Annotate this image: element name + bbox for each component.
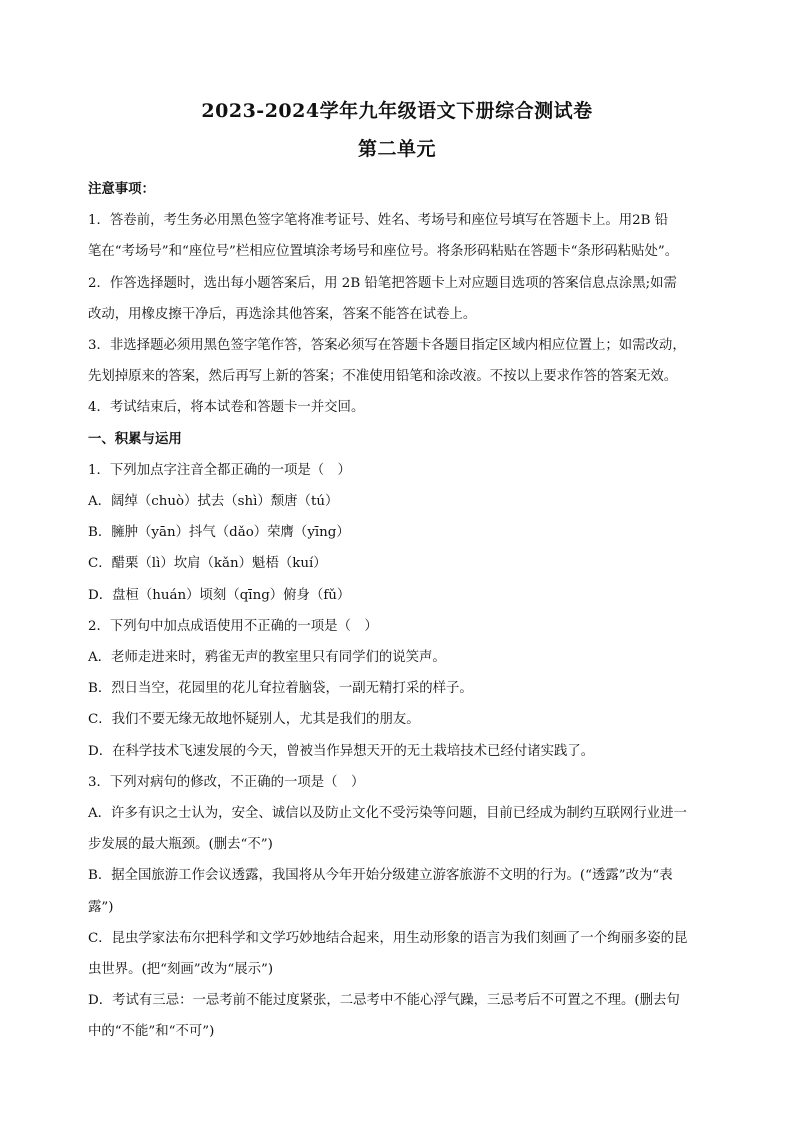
question-option: D．考试有三忌：一忌考前不能过度紧张，二忌考中不能心浮气躁，三忌考后不可置之不理。(删去句 bbox=[88, 993, 680, 1009]
question-option: C．我们不要无缘无故地怀疑别人，尤其是我们的朋友。 bbox=[88, 712, 420, 728]
notice-line: 4．考试结束后，将本试卷和答题卡一并交回。 bbox=[88, 400, 365, 416]
section-heading: 一、积累与运用 bbox=[88, 430, 182, 447]
notice-line: 笔在“考场号”和“座位号”栏相应位置填涂考场号和座位号。将条形码粘贴在答题卡“条形码粘贴处”。 bbox=[88, 244, 679, 260]
question-option: 露”) bbox=[88, 899, 114, 915]
notice-line: 改动，用橡皮擦干净后，再选涂其他答案，答案不能答在试卷上。 bbox=[88, 306, 477, 322]
notice-line: 先划掉原来的答案，然后再写上新的答案；不准使用铅笔和涂改液。不按以上要求作答的答案无效。 bbox=[88, 369, 678, 385]
question-option: 步发展的最大瓶颈。(删去“不”) bbox=[88, 837, 273, 853]
question-option: A．许多有识之士认为，安全、诚信以及防止文化不受污染等问题，目前已经成为制约互联网行业进一 bbox=[88, 806, 687, 822]
question-option: B．臃肿（yān）抖气（dǎo）荣膺（yīng） bbox=[88, 525, 350, 541]
question-option: D．盘桓（huán）顷刻（qīng）俯身（fǔ） bbox=[88, 587, 351, 603]
question-option: 中的“不能”和“不可”) bbox=[88, 1024, 215, 1040]
exam-body bbox=[88, 174, 716, 1048]
notice-line: 1．答卷前，考生务必用黑色签字笔将准考证号、姓名、考场号和座位号填写在答题卡上。用2B 铅 bbox=[88, 213, 669, 229]
question-option: 虫世界。(把“刻画”改为“展示”) bbox=[88, 962, 274, 978]
notice-line: 3．非选择题必须用黑色签字笔作答，答案必须写在答题卡各题目指定区域内相应位置上；如需改动， bbox=[88, 338, 686, 354]
page-subtitle: 第二单元 bbox=[357, 138, 436, 160]
notice-heading: 注意事项： bbox=[88, 181, 155, 197]
question-option: A．阔绰（chuò）拭去（shì）颓唐（tú） bbox=[88, 494, 339, 510]
question-stem: 2．下列句中加点成语使用不正确的一项是（ ） bbox=[88, 618, 378, 634]
question-stem: 3．下列对病句的修改，不正确的一项是（ ） bbox=[88, 774, 365, 790]
question-option: D．在科学技术飞速发展的今天，曾被当作异想天开的无土栽培技术已经付诸实践了。 bbox=[88, 743, 595, 759]
question-stem: 1．下列加点字注音全都正确的一项是（ ） bbox=[88, 462, 351, 478]
notice-line: 2．作答选择题时，选出每小题答案后，用 2B 铅笔把答题卡上对应题目选项的答案信息点涂黑;如需 bbox=[88, 275, 677, 291]
question-option: B．据全国旅游工作会议透露，我国将从今年开始分级建立游客旅游不文明的行为。(“透露”改为“表 bbox=[88, 868, 673, 884]
question-option: B．烈日当空，花园里的花儿耷拉着脑袋，一副无精打采的样子。 bbox=[88, 681, 473, 697]
question-option: C．昆虫学家法布尔把科学和文学巧妙地结合起来，用生动形象的语言为我们刻画了一个绚丽多姿的昆 bbox=[88, 930, 688, 946]
question-option: A．老师走进来时，鸦雀无声的教室里只有同学们的说笑声。 bbox=[88, 650, 446, 666]
page-title: 2023-2024学年九年级语文下册综合测试卷 bbox=[201, 100, 593, 122]
question-option: C．醋栗（lì）坎肩（kǎn）魁梧（kuí） bbox=[88, 556, 327, 572]
